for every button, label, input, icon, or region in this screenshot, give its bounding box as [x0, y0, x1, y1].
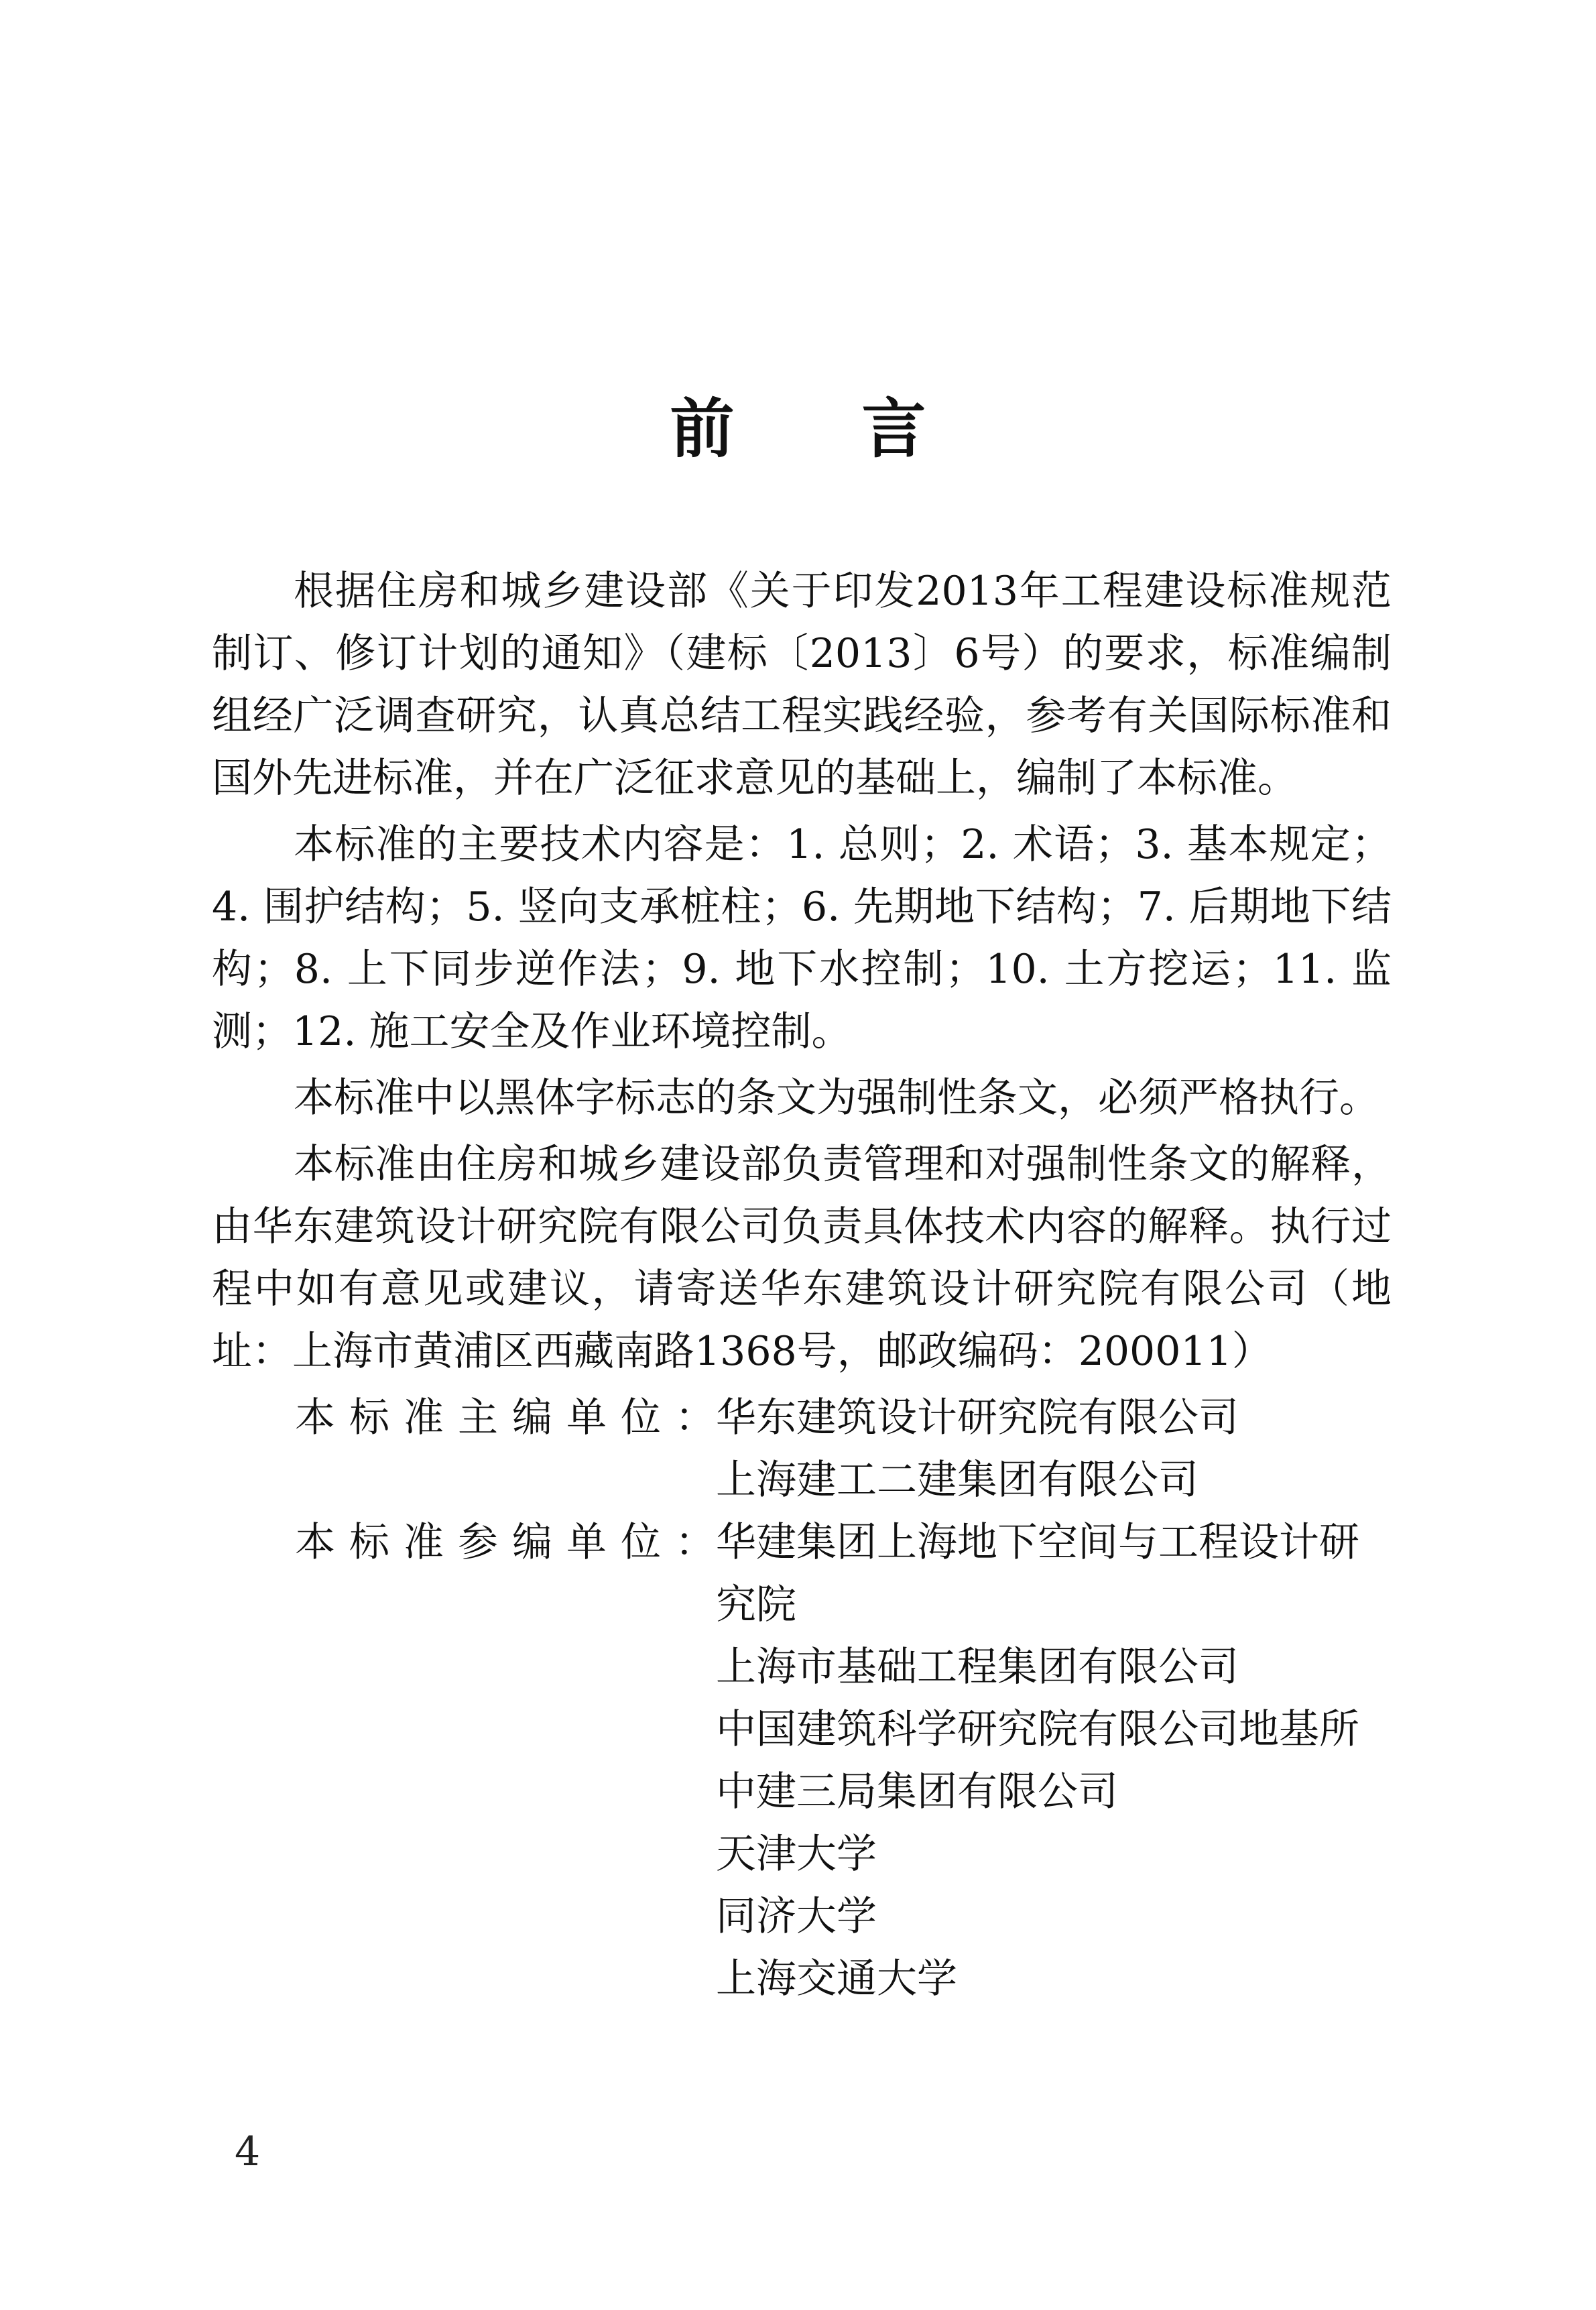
participating-unit-item: 中建三局集团有限公司 [716, 1768, 1118, 1815]
chief-units-list [716, 1387, 1392, 1512]
paragraph-management: 本标准由住房和城乡建设部负责管理和对强制性条文的解释，由华东建筑设计研究院有限公司负责具体技术内容的解释。执行过程中如有意见或建议，请寄送华东建筑设计研究院有限公司（地址：上海市黄浦区西藏南路1368号，邮政编码：200011） [212, 1141, 1392, 1375]
paragraph-main-contents: 本标准的主要技术内容是：1. 总则；2. 术语；3. 基本规定；4. 围护结构；5. 竖向支承桩柱；6. 先期地下结构；7. 后期地下结构；8. 上下同步逆作法；9. 地下水控制；10. 土方挖运；11. 监测；12. 施工安全及作业环境控制。 [212, 821, 1392, 1055]
participating-units-list [716, 1512, 1392, 2010]
participating-unit-item: 华建集团上海地下空间与工程设计研究院 [716, 1519, 1359, 1628]
chief-unit-item: 华东建筑设计研究院有限公司 [716, 1394, 1239, 1441]
page-number: 4 [235, 2128, 261, 2175]
participating-unit-item: 上海交通大学 [716, 1955, 957, 2002]
chief-units-label: 本标准主编单位： [295, 1394, 729, 1441]
participating-unit-item: 同济大学 [716, 1893, 877, 1940]
participating-unit-item: 上海市基础工程集团有限公司 [716, 1644, 1239, 1691]
preface-body [212, 560, 1392, 2010]
participating-units-label: 本标准参编单位： [295, 1519, 729, 1566]
chief-unit-item: 上海建工二建集团有限公司 [716, 1457, 1199, 1504]
page-title: 前言 [670, 391, 1054, 467]
participating-unit-item: 天津大学 [716, 1831, 877, 1878]
paragraph-mandatory-clauses: 本标准中以黑体字标志的条文为强制性条文，必须严格执行。 [294, 1075, 1379, 1121]
chief-units-block [212, 1387, 1392, 1512]
paragraph-background: 根据住房和城乡建设部《关于印发2013年工程建设标准规范制订、修订计划的通知》（建标〔2013〕6号）的要求，标准编制组经广泛调查研究，认真总结工程实践经验，参考有关国际标准和国外先进标准，并在广泛征求意见的基础上，编制了本标准。 [212, 568, 1392, 802]
participating-units-block [212, 1512, 1392, 2010]
participating-unit-item: 中国建筑科学研究院有限公司地基所 [716, 1706, 1359, 1753]
